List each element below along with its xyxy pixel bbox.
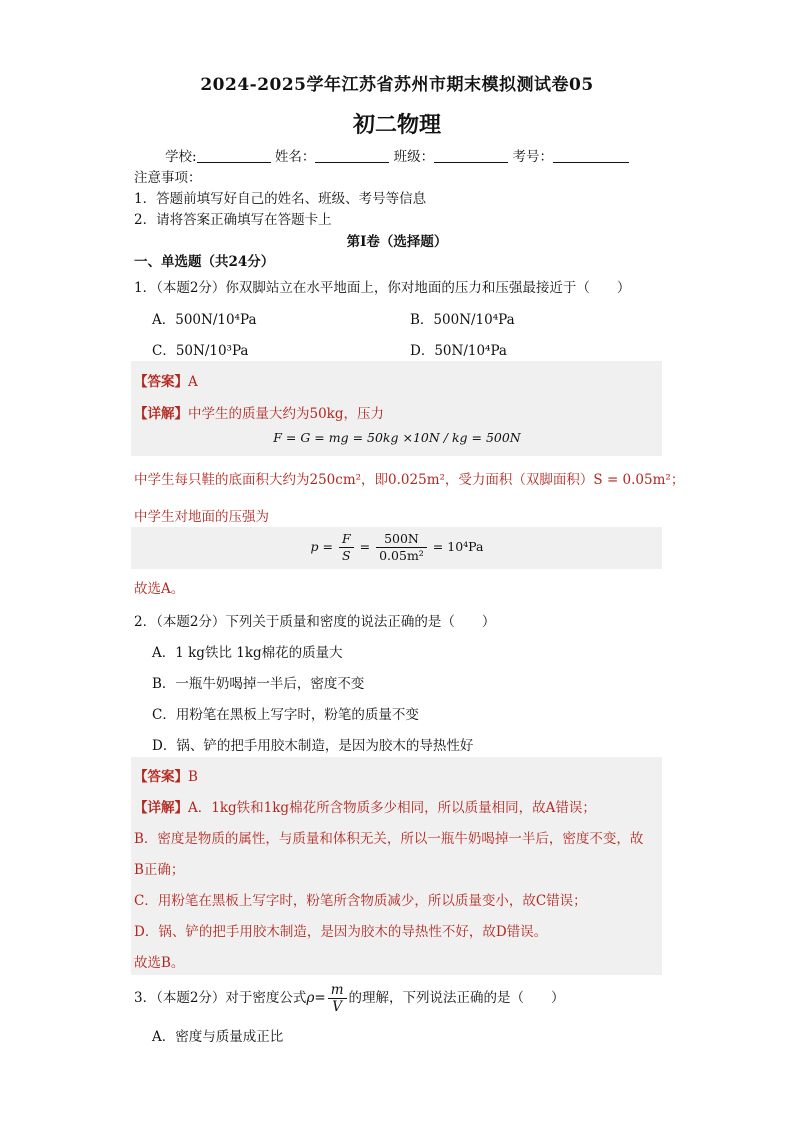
question-2-option-a: A．1 kg铁比 1kg棉花的质量大 [152, 645, 343, 661]
question-1-detail-area: 中学生每只鞋的底面积大约为250cm²，即0.025m²，受力面积（双脚面积）S = 0.05m²； [134, 472, 685, 488]
school-blank [197, 148, 271, 163]
question-2-option-b: B．一瓶牛奶喝掉一半后，密度不变 [152, 676, 365, 692]
stem-text: 的理解，下列说法正确的是（ ） [348, 990, 565, 1006]
question-2-detail-b: B．密度是物质的属性，与质量和体积无关，所以一瓶牛奶喝掉一半后，密度不变，故 [134, 831, 644, 847]
detail-text: A．1kg铁和1kg棉花所含物质多少相同，所以质量相同，故A错误； [188, 800, 596, 816]
question-1-detail-pressure: 中学生对地面的压强为 [134, 509, 269, 525]
fraction-numerator: 500N [376, 531, 427, 548]
formula-lhs: p = [310, 539, 333, 554]
school-label: 学校: [165, 149, 197, 165]
fraction-denominator: 0.05m² [379, 548, 424, 563]
question-1-option-d: D．50N/10⁴Pa [410, 343, 507, 359]
detail-text: 中学生的质量大约为50kg，压力 [188, 406, 385, 422]
density-formula-lhs: ρ= [306, 990, 326, 1006]
exam-title: 2024-2025学年江苏省苏州市期末模拟测试卷05 [200, 75, 594, 95]
answer-label: 【答案】 [134, 769, 188, 785]
answer-value: B [188, 769, 198, 785]
notes-heading: 注意事项： [134, 170, 202, 186]
question-3-option-a: A．密度与质量成正比 [152, 1029, 284, 1045]
exam-number-label: 考号： [512, 149, 553, 165]
note-item: 2．请将答案正确填写在答题卡上 [134, 212, 332, 228]
class-blank [434, 148, 508, 163]
question-1-formula-pressure [0, 531, 794, 564]
question-2-option-c: C．用粉笔在黑板上写字时，粉笔的质量不变 [152, 707, 419, 723]
part-title: 一、单选题（共24分） [134, 254, 275, 270]
question-1-option-c: C．50N/10³Pa [152, 343, 249, 359]
student-info-row [165, 145, 629, 165]
fraction-denominator: S [342, 548, 351, 563]
note-item: 1．答题前填写好自己的姓名、班级、考号等信息 [134, 191, 427, 207]
question-1-formula-force: F = G = mg = 50kg ×10N / kg = 500N [273, 430, 521, 445]
question-1-detail [134, 402, 384, 422]
fraction-values [376, 531, 427, 564]
detail-label: 【详解】 [134, 406, 188, 422]
question-2-detail-a [134, 796, 596, 816]
question-2-option-d: D．锅、铲的把手用胶木制造，是因为胶木的导热性好 [152, 738, 474, 754]
question-2-answer-box [131, 757, 662, 975]
subject-title: 初二物理 [352, 112, 441, 138]
fraction-denominator: V [332, 999, 342, 1015]
answer-value: A [188, 374, 198, 390]
question-1-option-a: A．500N/10⁴Pa [152, 312, 257, 328]
volume-title: 第I卷（选择题） [346, 234, 448, 250]
question-1-conclusion: 故选A。 [134, 581, 185, 597]
question-3-stem [134, 982, 565, 1015]
answer-label: 【答案】 [134, 374, 188, 390]
question-2-conclusion: 故选B。 [134, 955, 185, 971]
name-label: 姓名： [274, 149, 316, 165]
detail-label: 【详解】 [134, 800, 188, 816]
stem-text: 3．（本题2分）对于密度公式 [134, 990, 307, 1006]
question-2-detail-c: C．用粉笔在黑板上写字时，粉笔所含物质减少，所以质量变小，故C错误； [134, 893, 587, 909]
formula-rhs: = 10⁴Pa [432, 539, 484, 554]
density-fraction [328, 982, 347, 1015]
question-1-option-b: B．500N/10⁴Pa [410, 312, 515, 328]
question-1-answer [134, 370, 198, 390]
question-2-stem: 2．（本题2分）下列关于质量和密度的说法正确的是（ ） [134, 614, 496, 630]
question-2-answer [134, 765, 198, 785]
formula-equals: = [359, 539, 371, 554]
question-1-stem: 1．（本题2分）你双脚站立在水平地面上，你对地面的压力和压强最接近于（ ） [134, 280, 631, 296]
fraction-numerator: F [339, 531, 354, 548]
question-2-detail-b-cont: B正确； [134, 862, 185, 878]
fraction-numerator: m [328, 982, 347, 999]
name-blank [315, 148, 389, 163]
exam-number-blank [553, 148, 629, 163]
fraction-f-over-s [339, 531, 354, 564]
question-2-detail-d: D．锅、铲的把手用胶木制造，是因为胶木的导热性不好，故D错误。 [134, 924, 548, 940]
class-label: 班级： [393, 149, 435, 165]
